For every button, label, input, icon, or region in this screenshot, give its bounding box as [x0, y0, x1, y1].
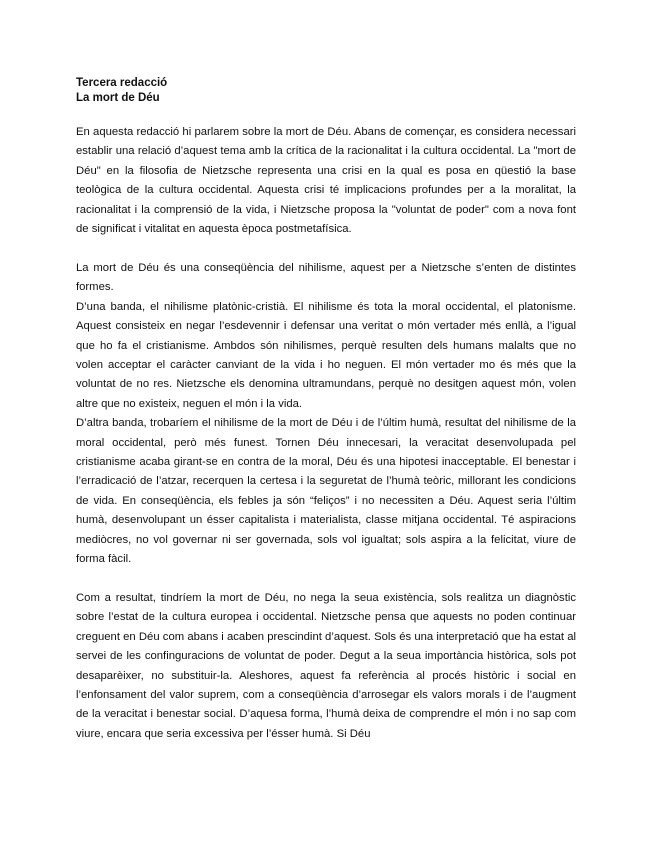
- document-title: Tercera redacció: [76, 77, 168, 89]
- document-page: [76, 76, 576, 744]
- document-subtitle: La mort de Déu: [76, 92, 160, 104]
- paragraph-gap: [76, 569, 576, 589]
- paragraph-intro: En aquesta redacció hi parlarem sobre la mort de Déu. Abans de començar, es considera necessari establir una relació d’aquest tema amb la crítica de la racionalitat i la cultura occidental. La "mort de Déu" en la filosofia de Nietzsche representa una crisi en la qual es posa en qüestió la base teològica de la cultura occidental. Aquesta crisi té implicacions profundes per a la moralitat, la racionalitat i la comprensió de la vida, i Nietzsche proposa la "voluntat de poder" com a nova font de significat i vitalitat en aquesta època postmetafísica.: [76, 126, 576, 236]
- paragraph-nihilism: La mort de Déu és una conseqüència del nihilisme, aquest per a Nietzsche s’enten de distintes formes.: [76, 261, 576, 294]
- spacer: [76, 106, 576, 123]
- paragraph-platonic: D’una banda, el nihilisme platònic-cristià. El nihilisme és tota la moral occidental, el platonisme. Aquest consisteix en negar l’esdevennir i defensar una veritat o món vertader més enllà, a l’igual que ho fa el cristianisme. Ambdos són nihilismes, perquè resulten dels humans malalts que no volen acceptar el caràcter canviant de la vida i ho neguen. El món vertader mo és més que la voluntat de no res. Nietzsche els denomina ultramundans, perquè no desitgen aquest món, volen altre que no existeix, neguen el món i la vida.: [76, 300, 576, 410]
- paragraph-gap: [76, 239, 576, 259]
- paragraph-result: Com a resultat, tindríem la mort de Déu, no nega la seua existència, sols realitza un diagnòstic sobre l’estat de la cultura europea i occidental. Nietzsche pensa que aquests no poden continuar creguent en Déu com abans i acaben prescindint d’aquest. Sols és una interpretació que ha estat al servei de les confinguracions de voluntat de poder. Degut a la seua importància històrica, sols pot desaparèixer, no substituir-la. Aleshores, aquest fa referència al procés històric i social en l’enfonsament del valor suprem, com a conseqüència d’arrosegar els valors morals i de l’augment de la veracitat i benestar social. D’aquesa forma, l’humà deixa de comprendre el món i no sap com viure, encara que seria excessiva per l’ésser humà. Si Déu: [76, 591, 576, 740]
- paragraph-last-human: D’altra banda, trobaríem el nihilisme de la mort de Déu i de l’últim humà, resultat del nihilisme de la moral occidental, però més funest. Tornen Déu innecesari, la veracitat desenvolupada pel cristianisme acaba girant-se en contra de la moral, Déu és una hipotesi inacceptable. El benestar i l’erradicació de l’atzar, recerquen la certesa i la seguretat de l’humà teòric, millorant les condicions de vida. En conseqüència, els febles ja són “feliços” i no necessiten a Déu. Aquest seria l’últim humà, desenvolupant un ésser capitalista i materialista, classe mitjana occidental. Té aspiracions mediòcres, no vol governar ni ser governada, sols vol igualtat; sols aspira a la felicitat, viure de forma fàcil.: [76, 417, 576, 566]
